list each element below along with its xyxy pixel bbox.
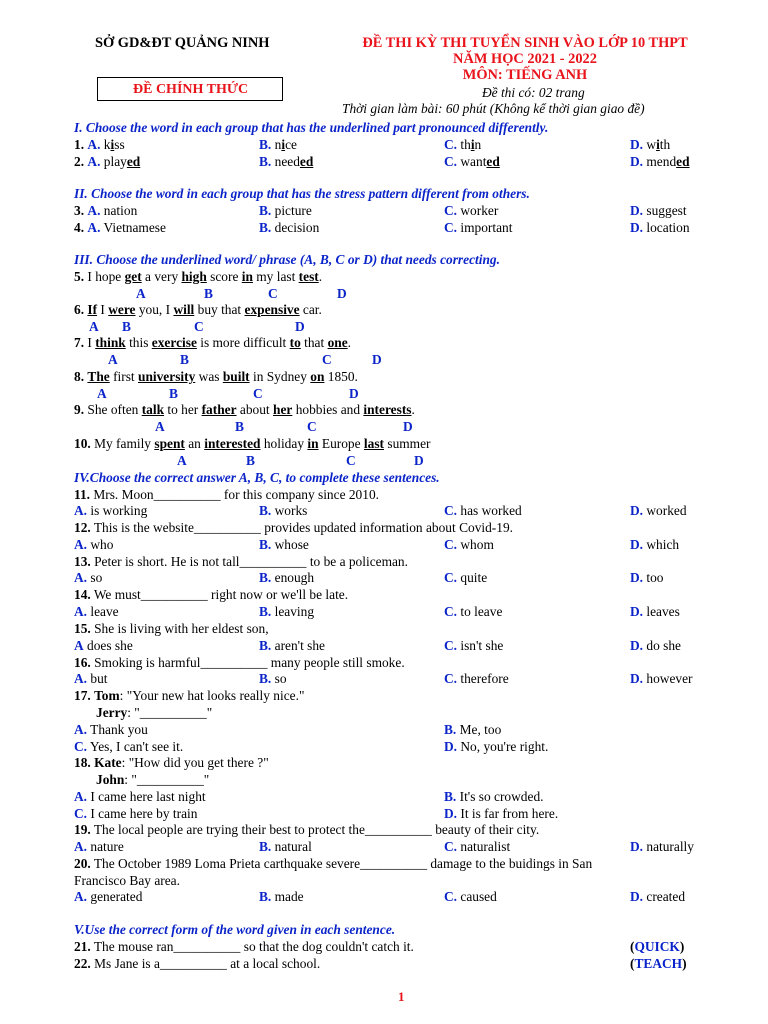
- q20-option-d: D. created: [630, 889, 686, 904]
- q7-sentence: 7. I think this exercise is more difficult to that one.: [74, 335, 352, 350]
- q2-option-a: 2. A. played: [74, 154, 141, 169]
- q13-option-c: C. quite: [444, 570, 488, 585]
- q17-option-b: B. Me, too: [444, 722, 502, 737]
- q8-label-c: C: [253, 386, 263, 401]
- q8-sentence: 8. The first university was built in Sydney on 1850.: [74, 369, 358, 384]
- q12-option-b: B. whose: [259, 537, 309, 552]
- q21-question: 21. The mouse ran__________ so that the dog couldn't catch it.: [74, 939, 414, 954]
- q2-option-c: C. wanted: [444, 154, 500, 169]
- q12-option-a: A. who: [74, 537, 114, 552]
- q17-question: 17. Tom: "Your new hat looks really nice.": [74, 688, 305, 703]
- q17-response: Jerry: "__________": [96, 705, 213, 720]
- q14-option-c: C. to leave: [444, 604, 503, 619]
- q7-label-b: B: [180, 352, 189, 367]
- q12-option-d: D. which: [630, 537, 680, 552]
- q6-label-c: C: [194, 319, 204, 334]
- q20-option-c: C. caused: [444, 889, 497, 904]
- q7-label-c: C: [322, 352, 332, 367]
- q1-option-b: B. nice: [259, 137, 297, 152]
- section-4-heading: IV.Choose the correct answer A, B, C, to complete these sentences.: [74, 470, 440, 485]
- q2-option-d: D. mended: [630, 154, 690, 169]
- q15-option-d: D. do she: [630, 638, 681, 653]
- q18-option-b: B. It's so crowded.: [444, 789, 544, 804]
- exam-title: ĐỀ THI KỲ THI TUYỂN SINH VÀO LỚP 10 THPT: [362, 35, 688, 51]
- q18-response: John: "__________": [96, 772, 210, 787]
- q6-label-d: D: [295, 319, 305, 334]
- q16-question: 16. Smoking is harmful__________ many people still smoke.: [74, 655, 405, 670]
- q20-question-cont: Francisco Bay area.: [74, 873, 180, 888]
- q11-option-c: C. has worked: [444, 503, 522, 518]
- q5-label-b: B: [204, 286, 213, 301]
- q14-option-a: A. leave: [74, 604, 119, 619]
- q17-option-a: A. Thank you: [74, 722, 148, 737]
- section-3-heading: III. Choose the underlined word/ phrase (A, B, C or D) that needs correcting.: [74, 252, 500, 267]
- section-2-heading: II. Choose the word in each group that has the stress pattern different from others.: [74, 186, 530, 201]
- q8-label-d: D: [349, 386, 359, 401]
- q19-option-a: A. nature: [74, 839, 124, 854]
- q9-sentence: 9. She often talk to her father about her hobbies and interests.: [74, 402, 415, 417]
- q19-option-b: B. natural: [259, 839, 312, 854]
- q5-label-c: C: [268, 286, 278, 301]
- q13-option-a: A. so: [74, 570, 103, 585]
- q15-option-b: B. aren't she: [259, 638, 326, 653]
- q11-option-d: D. worked: [630, 503, 687, 518]
- section-5-heading: V.Use the correct form of the word given in each sentence.: [74, 922, 396, 937]
- page-number: 1: [398, 989, 405, 1004]
- q16-option-c: C. therefore: [444, 671, 509, 686]
- q9-label-a: A: [155, 419, 165, 434]
- q18-option-c: C. I came here by train: [74, 806, 198, 821]
- q10-label-c: C: [346, 453, 356, 468]
- q13-question: 13. Peter is short. He is not tall__________ to be a policeman.: [74, 554, 408, 569]
- q14-option-b: B. leaving: [259, 604, 315, 619]
- q6-sentence: 6. If I were you, I will buy that expensive car.: [74, 302, 322, 317]
- q9-label-d: D: [403, 419, 413, 434]
- q9-label-b: B: [235, 419, 244, 434]
- q12-option-c: C. whom: [444, 537, 494, 552]
- q3-option-a: 3. A. nation: [74, 203, 138, 218]
- q4-option-b: B. decision: [259, 220, 320, 235]
- page-count: Đề thi có: 02 trang: [482, 85, 585, 100]
- q13-option-d: D. too: [630, 570, 664, 585]
- q11-option-a: A. is working: [74, 503, 148, 518]
- q10-label-b: B: [246, 453, 255, 468]
- q18-option-d: D. It is far from here.: [444, 806, 559, 821]
- department-name: SỞ GD&ĐT QUẢNG NINH: [95, 35, 270, 51]
- q8-label-a: A: [97, 386, 107, 401]
- q17-option-d: D. No, you're right.: [444, 739, 549, 754]
- q15-option-c: C. isn't she: [444, 638, 504, 653]
- q1-option-c: C. thin: [444, 137, 482, 152]
- q18-option-a: A. I came here last night: [74, 789, 206, 804]
- q4-option-c: C. important: [444, 220, 513, 235]
- q18-question: 18. Kate: "How did you get there ?": [74, 755, 269, 770]
- q4-option-a: 4. A. Vietnamese: [74, 220, 166, 235]
- q10-label-a: A: [177, 453, 187, 468]
- q16-option-a: A. but: [74, 671, 108, 686]
- q16-option-b: B. so: [259, 671, 287, 686]
- q20-question: 20. The October 1989 Loma Prieta carthquake severe__________ damage to the buidings in San: [74, 856, 593, 871]
- q8-label-b: B: [169, 386, 178, 401]
- q15-option-a: A does she: [74, 638, 133, 653]
- q14-option-d: D. leaves: [630, 604, 680, 619]
- q21-word: (QUICK): [630, 939, 685, 954]
- q19-question: 19. The local people are trying their best to protect the__________ beauty of their city.: [74, 822, 540, 837]
- q16-option-d: D. however: [630, 671, 693, 686]
- q3-option-c: C. worker: [444, 203, 499, 218]
- q10-sentence: 10. My family spent an interested holiday in Europe last summer: [74, 436, 431, 451]
- q11-option-b: B. works: [259, 503, 308, 518]
- q2-option-b: B. needed: [259, 154, 314, 169]
- q12-question: 12. This is the website__________ provides updated information about Covid-19.: [74, 520, 513, 535]
- q11-question: 11. Mrs. Moon__________ for this company since 2010.: [74, 487, 379, 502]
- q19-option-c: C. naturalist: [444, 839, 511, 854]
- q9-label-c: C: [307, 419, 317, 434]
- q3-option-d: D. suggest: [630, 203, 687, 218]
- q20-option-a: A. generated: [74, 889, 143, 904]
- q20-option-b: B. made: [259, 889, 304, 904]
- q5-sentence: 5. I hope get a very high score in my last test.: [74, 269, 323, 284]
- q15-question: 15. She is living with her eldest son,: [74, 621, 269, 636]
- q6-label-a: A: [89, 319, 99, 334]
- q5-label-a: A: [136, 286, 146, 301]
- official-label: ĐỀ CHÍNH THỨC: [133, 82, 249, 97]
- q17-option-c: C. Yes, I can't see it.: [74, 739, 184, 754]
- school-year: NĂM HỌC 2021 - 2022: [453, 51, 597, 67]
- q4-option-d: D. location: [630, 220, 690, 235]
- q13-option-b: B. enough: [259, 570, 315, 585]
- q22-question: 22. Ms Jane is a__________ at a local school.: [74, 956, 321, 971]
- q6-label-b: B: [122, 319, 131, 334]
- q19-option-d: D. naturally: [630, 839, 694, 854]
- q1-number: 1. A. kiss: [74, 137, 125, 152]
- q7-label-d: D: [372, 352, 382, 367]
- q22-word: (TEACH): [630, 956, 687, 971]
- q10-label-d: D: [414, 453, 424, 468]
- q14-question: 14. We must__________ right now or we'll be late.: [74, 587, 349, 602]
- q7-label-a: A: [108, 352, 118, 367]
- subject: MÔN: TIẾNG ANH: [462, 67, 588, 83]
- time-allowed: Thời gian làm bài: 60 phút (Không kể thời gian giao đề): [342, 101, 645, 116]
- q5-label-d: D: [337, 286, 347, 301]
- section-1-heading: I. Choose the word in each group that has the underlined part pronounced differently.: [74, 120, 549, 135]
- q1-option-d: D. with: [630, 137, 671, 152]
- q3-option-b: B. picture: [259, 203, 312, 218]
